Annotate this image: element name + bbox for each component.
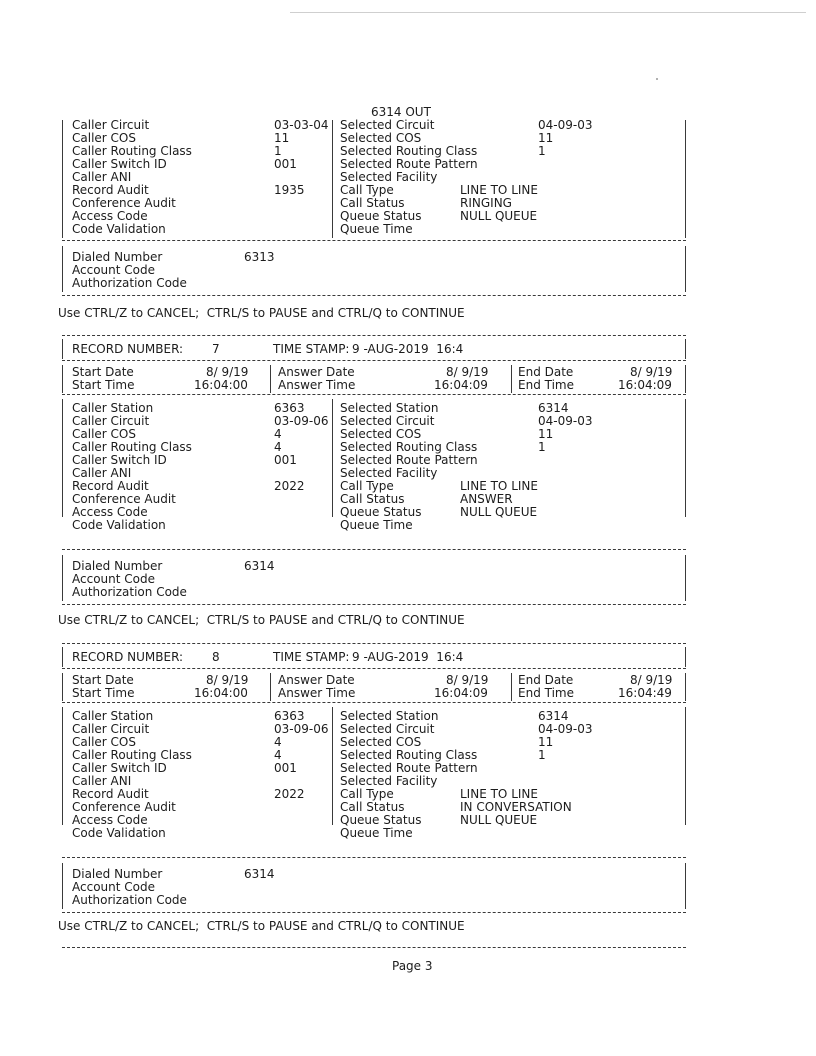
access-code-label: Access Code [72,209,148,223]
caller-cos-value: 4 [274,427,282,441]
caller-routing-class-value: 1 [274,144,282,158]
selected-facility-label: Selected Facility [340,170,438,184]
selected-cos-label: Selected COS [340,131,422,145]
right-border [685,365,686,393]
account-code-label: Account Code [72,263,155,277]
selected-cos-label: Selected COS [340,735,422,749]
end-date-label: End Date [518,673,574,687]
selected-cos-value: 11 [538,131,554,145]
left-border [62,647,63,667]
caller-circuit-label: Caller Circuit [72,118,150,132]
scan-edge-line [290,12,806,13]
start-date-label: Start Date [72,673,134,687]
end-date-value: 8/ 9/19 [630,365,673,379]
footer-divider [62,947,686,948]
start-time-label: Start Time [72,378,135,392]
caller-cos-label: Caller COS [72,427,136,441]
column-divider [511,365,512,393]
column-divider [332,707,333,825]
caller-ani-label: Caller ANI [72,774,132,788]
answer-date-value: 8/ 9/19 [446,673,489,687]
caller-routing-class-value: 4 [274,748,282,762]
time-stamp-label: TIME STAMP: [273,650,350,664]
selected-routing-class-label: Selected Routing Class [340,144,478,158]
selected-circuit-value: 04-09-03 [538,118,593,132]
caller-ani-label: Caller ANI [72,466,132,480]
call-type-label: Call Type [340,479,394,493]
queue-status-value: NULL QUEUE [460,209,538,223]
left-border [62,707,63,825]
time-stamp-value: 9 -AUG-2019 16:4 [352,650,464,664]
record-audit-label: Record Audit [72,479,149,493]
left-border [62,399,63,517]
caller-cos-value: 4 [274,735,282,749]
caller-station-label: Caller Station [72,401,154,415]
call-status-label: Call Status [340,800,405,814]
record-number-label: RECORD NUMBER: [72,650,184,664]
selected-circuit-label: Selected Circuit [340,118,435,132]
dialed-number-label: Dialed Number [72,250,163,264]
divider [62,549,686,550]
caller-circuit-value: 03-09-06 [274,414,329,428]
caller-cos-label: Caller COS [72,735,136,749]
caller-switch-id-value: 001 [274,453,297,467]
caller-ani-label: Caller ANI [72,170,132,184]
divider [62,857,686,858]
dialed-number-value: 6314 [244,559,275,573]
left-border [62,365,63,393]
call-type-label: Call Type [340,183,394,197]
caller-cos-label: Caller COS [72,131,136,145]
left-border [62,673,63,701]
left-border [62,555,63,601]
answer-time-label: Answer Time [278,686,356,700]
selected-routing-class-value: 1 [538,748,546,762]
caller-circuit-value: 03-09-06 [274,722,329,736]
queue-time-label: Queue Time [340,826,413,840]
divider [62,394,686,395]
start-time-label: Start Time [72,686,135,700]
right-border [685,339,686,359]
dialed-number-value: 6314 [244,867,275,881]
caller-routing-class-label: Caller Routing Class [72,440,192,454]
selected-routing-class-label: Selected Routing Class [340,440,478,454]
record-audit-value: 2022 [274,787,305,801]
end-date-value: 8/ 9/19 [630,673,673,687]
queue-time-label: Queue Time [340,222,413,236]
access-code-label: Access Code [72,813,148,827]
caller-routing-class-value: 4 [274,440,282,454]
column-divider [332,399,333,517]
divider [62,668,686,669]
caller-circuit-value: 03-03-04 [274,118,329,132]
queue-status-label: Queue Status [340,209,422,223]
caller-station-value: 6363 [274,401,305,415]
queue-status-label: Queue Status [340,505,422,519]
start-date-label: Start Date [72,365,134,379]
divider [62,702,686,703]
queue-status-value: NULL QUEUE [460,505,538,519]
start-time-value: 16:04:00 [194,378,248,392]
answer-date-value: 8/ 9/19 [446,365,489,379]
selected-station-label: Selected Station [340,401,439,415]
authorization-code-label: Authorization Code [72,585,187,599]
queue-status-label: Queue Status [340,813,422,827]
call-status-value: RINGING [460,196,512,210]
caller-switch-id-value: 001 [274,157,297,171]
call-status-value: ANSWER [460,492,513,506]
divider [62,295,686,296]
right-border [685,647,686,667]
caller-routing-class-label: Caller Routing Class [72,144,192,158]
selected-route-pattern-label: Selected Route Pattern [340,453,478,467]
selected-cos-label: Selected COS [340,427,422,441]
left-border [62,246,63,292]
account-code-label: Account Code [72,572,155,586]
right-border [685,120,686,238]
queue-time-label: Queue Time [340,518,413,532]
end-time-value: 16:04:49 [618,686,672,700]
column-divider [270,365,271,393]
record-audit-value: 1935 [274,183,305,197]
selected-routing-class-value: 1 [538,440,546,454]
caller-switch-id-label: Caller Switch ID [72,761,167,775]
caller-cos-value: 11 [274,131,290,145]
answer-time-label: Answer Time [278,378,356,392]
code-validation-label: Code Validation [72,222,166,236]
column-divider [511,673,512,701]
divider [62,335,686,336]
answer-date-label: Answer Date [278,673,355,687]
caller-switch-id-label: Caller Switch ID [72,157,167,171]
call-status-label: Call Status [340,492,405,506]
account-code-label: Account Code [72,880,155,894]
caller-station-label: Caller Station [72,709,154,723]
end-date-label: End Date [518,365,574,379]
column-divider [270,673,271,701]
time-stamp-value: 9 -AUG-2019 16:4 [352,342,464,356]
continue-message: Use CTRL/Z to CANCEL; CTRL/S to PAUSE and CTRL/Q to CONTINUE [58,613,465,627]
call-record [62,643,686,930]
partial-record [62,106,686,302]
answer-time-value: 16:04:09 [434,686,488,700]
selected-station-value: 6314 [538,401,569,415]
right-border [685,673,686,701]
left-border [62,120,63,238]
divider [62,360,686,361]
divider [62,604,686,605]
answer-time-value: 16:04:09 [434,378,488,392]
record-audit-label: Record Audit [72,787,149,801]
record-number-value: 8 [212,650,220,664]
selected-cos-value: 11 [538,735,554,749]
end-time-value: 16:04:09 [618,378,672,392]
code-validation-label: Code Validation [72,518,166,532]
right-border [685,707,686,825]
conference-audit-label: Conference Audit [72,800,176,814]
answer-date-label: Answer Date [278,365,355,379]
record-audit-label: Record Audit [72,183,149,197]
access-code-label: Access Code [72,505,148,519]
caller-routing-class-label: Caller Routing Class [72,748,192,762]
scan-speck [656,78,658,80]
selected-route-pattern-label: Selected Route Pattern [340,761,478,775]
call-status-value: IN CONVERSATION [460,800,572,814]
caller-switch-id-value: 001 [274,761,297,775]
call-type-label: Call Type [340,787,394,801]
authorization-code-label: Authorization Code [72,893,187,907]
call-type-value: LINE TO LINE [460,183,538,197]
column-divider [332,120,333,238]
selected-circuit-value: 04-09-03 [538,722,593,736]
caller-switch-id-label: Caller Switch ID [72,453,167,467]
end-time-label: End Time [518,378,574,392]
call-status-label: Call Status [340,196,405,210]
end-time-label: End Time [518,686,574,700]
start-time-value: 16:04:00 [194,686,248,700]
call-record [62,335,686,622]
divider [62,240,686,241]
divider [62,643,686,644]
selected-routing-class-value: 1 [538,144,546,158]
selected-circuit-value: 04-09-03 [538,414,593,428]
caller-station-value: 6363 [274,709,305,723]
selected-circuit-label: Selected Circuit [340,722,435,736]
selected-cos-value: 11 [538,427,554,441]
record-number-value: 7 [212,342,220,356]
authorization-code-label: Authorization Code [72,276,187,290]
selected-facility-label: Selected Facility [340,774,438,788]
queue-status-value: NULL QUEUE [460,813,538,827]
right-border [685,399,686,517]
start-date-value: 8/ 9/19 [206,673,249,687]
selected-station-value: 6314 [538,709,569,723]
left-border [62,339,63,359]
selected-route-pattern-label: Selected Route Pattern [340,157,478,171]
selected-facility-label: Selected Facility [340,466,438,480]
code-validation-label: Code Validation [72,826,166,840]
selected-station-label: Selected Station [340,709,439,723]
selected-routing-class-label: Selected Routing Class [340,748,478,762]
conference-audit-label: Conference Audit [72,196,176,210]
caller-circuit-label: Caller Circuit [72,722,150,736]
selected-station-value: 6314 OUT [371,105,431,119]
dialed-number-value: 6313 [244,250,275,264]
selected-circuit-label: Selected Circuit [340,414,435,428]
dialed-number-label: Dialed Number [72,559,163,573]
time-stamp-label: TIME STAMP: [273,342,350,356]
conference-audit-label: Conference Audit [72,492,176,506]
start-date-value: 8/ 9/19 [206,365,249,379]
call-type-value: LINE TO LINE [460,787,538,801]
right-border [685,863,686,909]
divider [62,912,686,913]
right-border [685,246,686,292]
page-number: Page 3 [392,959,433,973]
call-type-value: LINE TO LINE [460,479,538,493]
right-border [685,555,686,601]
caller-circuit-label: Caller Circuit [72,414,150,428]
record-number-label: RECORD NUMBER: [72,342,184,356]
continue-message: Use CTRL/Z to CANCEL; CTRL/S to PAUSE and CTRL/Q to CONTINUE [58,306,465,320]
dialed-number-label: Dialed Number [72,867,163,881]
record-audit-value: 2022 [274,479,305,493]
left-border [62,863,63,909]
continue-message: Use CTRL/Z to CANCEL; CTRL/S to PAUSE and CTRL/Q to CONTINUE [58,919,465,933]
